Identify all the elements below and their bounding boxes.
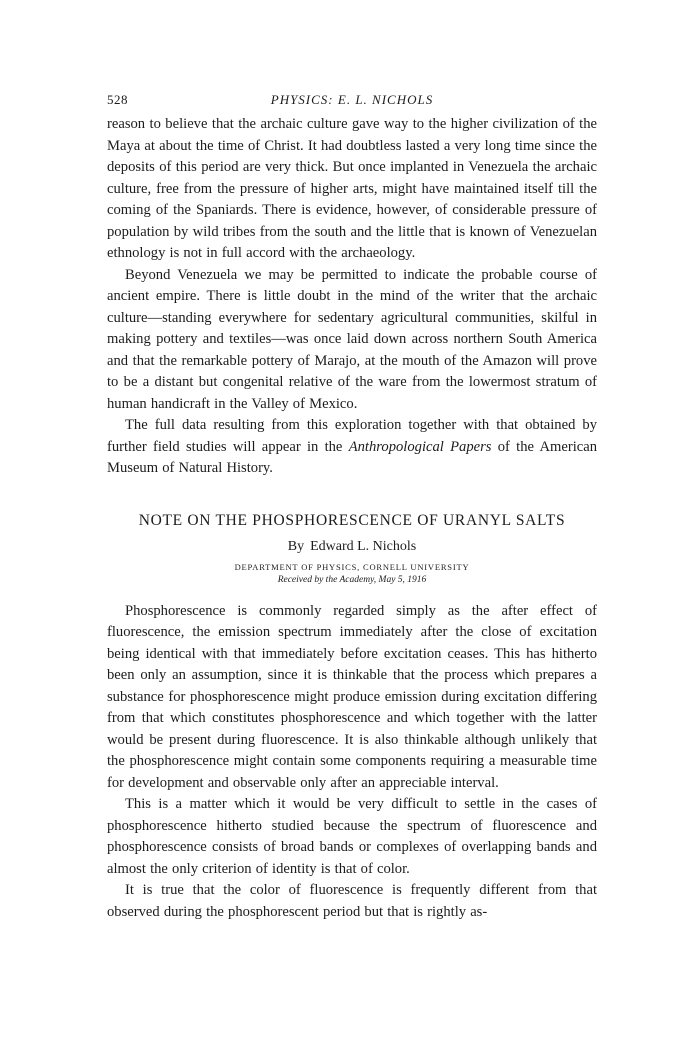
article-body [107,601,597,924]
closing-text: of the American Museum of Natural History. [107,438,597,476]
paragraph: Beyond Venezuela we may be permitted to indicate the probable course of ancient empire. There is little doubt in the mind of the writer that the archaic culture—standing everywhere for sedentary agricultural communities, skilful in making pottery and textiles—was once laid down across northern South America and that the remarkable pottery of Marajo, at the mouth of the Amazon will prove to be a distant but congenital relative of the ware from the lowermost stratum of human handicraft in the Valley of Mexico. [107,266,597,412]
byline-prefix: By [287,538,305,554]
page-number: 528 [107,92,128,107]
paragraph: Phosphorescence is commonly regarded simply as the after effect of fluorescence, the emission spectrum immediately after the close of excitation being identical with that immediately before excitation ceases. This has hitherto been only an assumption, since it is thinkable that the process which prepares a substance for phosphorescence might produce emission during excitation differing from that which constitutes phosphorescence and which together with the latter would be present during fluorescence. It is also thinkable although unlikely that the phosphorescence might contain some components requiring a measurable time for development and observable only after an appreciable interval. [107,602,597,791]
paragraph: This is a matter which it would be very difficult to settle in the cases of phosphorescence hitherto studied because the spectrum of fluorescence and phosphorescence consists of broad bands or complexes of overlapping bands and almost the only criterion of identity is that of color. [107,796,597,877]
running-head [107,92,597,114]
closing-paragraph [107,415,597,480]
byline [107,537,597,557]
author-name: Edward L. Nichols [310,538,417,554]
publication-title: Anthropological Papers [348,438,492,455]
journal-page [107,92,597,923]
running-title: PHYSICS: E. L. NICHOLS [270,92,434,107]
paragraph: It is true that the color of fluorescence is frequently different from that observed during the phosphorescent period but that is rightly as- [107,882,597,920]
closing-text: The full data resulting from this exploration together with that obtained by further field studies will appear in the [107,417,597,455]
paragraph: reason to believe that the archaic culture gave way to the higher civilization of the Maya at about the time of Christ. It had doubtless lasted a very long time since the deposits of this period are very thick. But once implanted in Venezuela the archaic culture, free from the pressure of higher arts, might have maintained itself till the coming of the Spaniards. There is evidence, however, of considerable pressure of population by wild tribes from the south and the little that is known of Venezuelan ethnology is not in full accord with the archaeology. [107,116,597,261]
author-affiliation: DEPARTMENT OF PHYSICS, CORNELL UNIVERSITY [234,561,470,572]
article-title: NOTE ON THE PHOSPHORESCENCE OF URANYL SALTS [138,511,566,529]
received-date: Received by the Academy, May 5, 1916 [277,574,427,585]
previous-article-text [107,114,597,480]
